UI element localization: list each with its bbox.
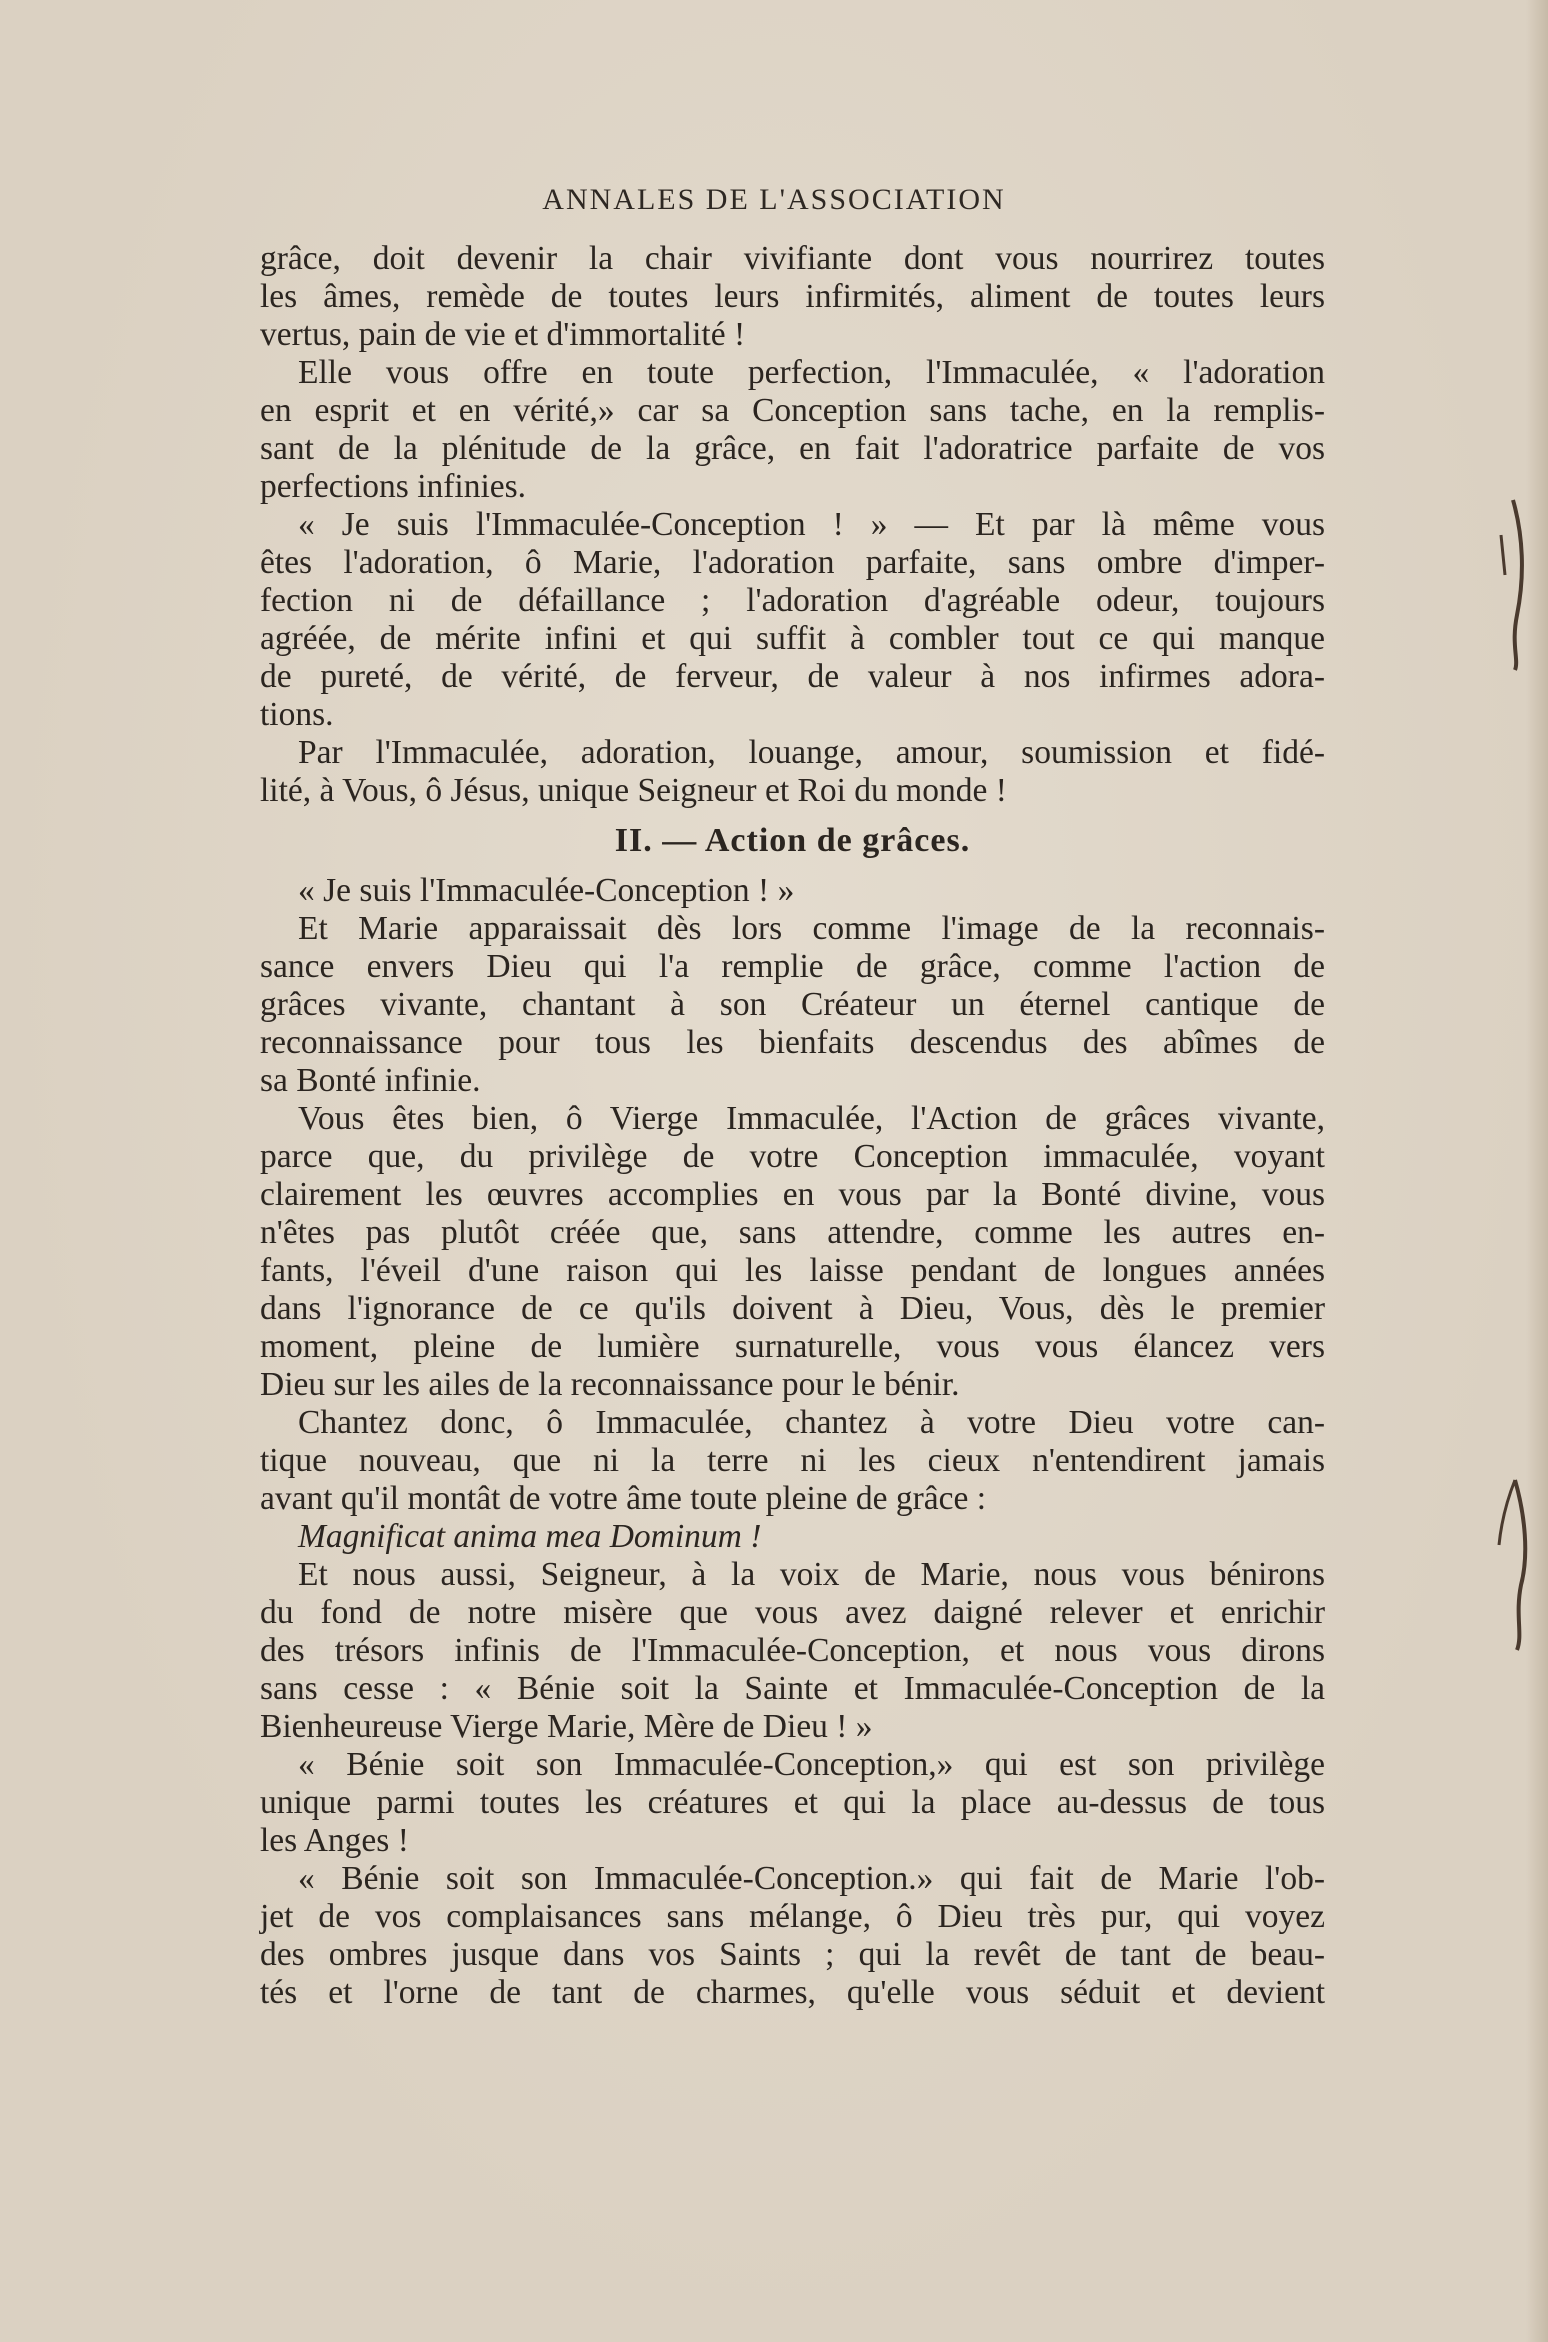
text-line: en esprit et en vérité,» car sa Conception sans tache, en la remplis- [260,392,1325,429]
text-line: Vous êtes bien, ô Vierge Immaculée, l'Action de grâces vivante, [298,1100,1325,1137]
text-line: vertus, pain de vie et d'immortalité ! [260,316,746,353]
text-line: les Anges ! [260,1822,409,1859]
margin-bracket-mark-1 [1495,495,1535,675]
text-line: sans cesse : « Bénie soit la Sainte et Immaculée-Conception de la [260,1670,1325,1707]
text-line: de pureté, de vérité, de ferveur, de valeur à nos infirmes adora- [260,658,1325,695]
text-line: sance envers Dieu qui l'a remplie de grâce, comme l'action de [260,948,1325,985]
text-line: n'êtes pas plutôt créée que, sans attendre, comme les autres en- [260,1214,1325,1251]
text-line: Magnificat anima mea Dominum ! [298,1518,762,1555]
text-line: unique parmi toutes les créatures et qui la place au-dessus de tous [260,1784,1325,1821]
text-line: dans l'ignorance de ce qu'ils doivent à Dieu, Vous, dès le premier [260,1290,1325,1327]
text-line: des trésors infinis de l'Immaculée-Conception, et nous vous dirons [260,1632,1325,1669]
text-line: « Je suis l'Immaculée-Conception ! » [298,872,795,909]
text-line: Dieu sur les ailes de la reconnaissance pour le bénir. [260,1366,960,1403]
text-line: tés et l'orne de tant de charmes, qu'elle vous séduit et devient [260,1974,1325,2011]
page-edge-shadow [1526,0,1548,2342]
text-line: les âmes, remède de toutes leurs infirmités, aliment de toutes leurs [260,278,1325,315]
text-line: tions. [260,696,334,733]
margin-bracket-mark-2 [1495,1475,1535,1655]
text-line: êtes l'adoration, ô Marie, l'adoration parfaite, sans ombre d'imper- [260,544,1325,581]
text-line: Elle vous offre en toute perfection, l'Immaculée, « l'adoration [298,354,1325,391]
text-line: clairement les œuvres accomplies en vous par la Bonté divine, vous [260,1176,1325,1213]
text-line: fection ni de défaillance ; l'adoration d'agréable odeur, toujours [260,582,1325,619]
text-line: du fond de notre misère que vous avez daigné relever et enrichir [260,1594,1325,1631]
text-line: « Je suis l'Immaculée-Conception ! » — Et par là même vous [298,506,1325,543]
text-line: avant qu'il montât de votre âme toute pleine de grâce : [260,1480,987,1517]
text-part-action-de-graces [260,872,1325,2012]
text-line: perfections infinies. [260,468,527,505]
text-line: Par l'Immaculée, adoration, louange, amour, soumission et fidé- [298,734,1325,771]
text-line: moment, pleine de lumière surnaturelle, vous vous élancez vers [260,1328,1325,1365]
text-line: sa Bonté infinie. [260,1062,481,1099]
body-text [260,240,1325,2012]
text-line: sant de la plénitude de la grâce, en fait l'adoratrice parfaite de vos [260,430,1325,467]
text-line: reconnaissance pour tous les bienfaits descendus des abîmes de [260,1024,1325,1061]
text-line: tique nouveau, que ni la terre ni les cieux n'entendirent jamais [260,1442,1325,1479]
text-line: Et nous aussi, Seigneur, à la voix de Marie, nous vous bénirons [298,1556,1325,1593]
text-line: parce que, du privilège de votre Conception immaculée, voyant [260,1138,1325,1175]
text-part-adoration [260,240,1325,810]
section-heading: II. — Action de grâces. [614,822,971,859]
text-line: Bienheureuse Vierge Marie, Mère de Dieu ! » [260,1708,873,1745]
text-line: « Bénie soit son Immaculée-Conception,» qui est son privilège [298,1746,1325,1783]
text-line: agréée, de mérite infini et qui suffit à combler tout ce qui manque [260,620,1325,657]
text-line: grâces vivante, chantant à son Créateur un éternel cantique de [260,986,1325,1023]
text-line: grâce, doit devenir la chair vivifiante dont vous nourrirez toutes [260,240,1325,277]
text-line: Et Marie apparaissait dès lors comme l'image de la reconnais- [298,910,1325,947]
text-line: des ombres jusque dans vos Saints ; qui la revêt de tant de beau- [260,1936,1325,1973]
text-line: fants, l'éveil d'une raison qui les laisse pendant de longues années [260,1252,1325,1289]
text-line: « Bénie soit son Immaculée-Conception.» qui fait de Marie l'ob- [298,1860,1325,1897]
text-line: Chantez donc, ô Immaculée, chantez à votre Dieu votre can- [298,1404,1325,1441]
text-line: jet de vos complaisances sans mélange, ô Dieu très pur, qui voyez [260,1898,1325,1935]
text-line: lité, à Vous, ô Jésus, unique Seigneur et Roi du monde ! [260,772,1007,809]
running-header: ANNALES DE L'ASSOCIATION [542,183,1006,216]
